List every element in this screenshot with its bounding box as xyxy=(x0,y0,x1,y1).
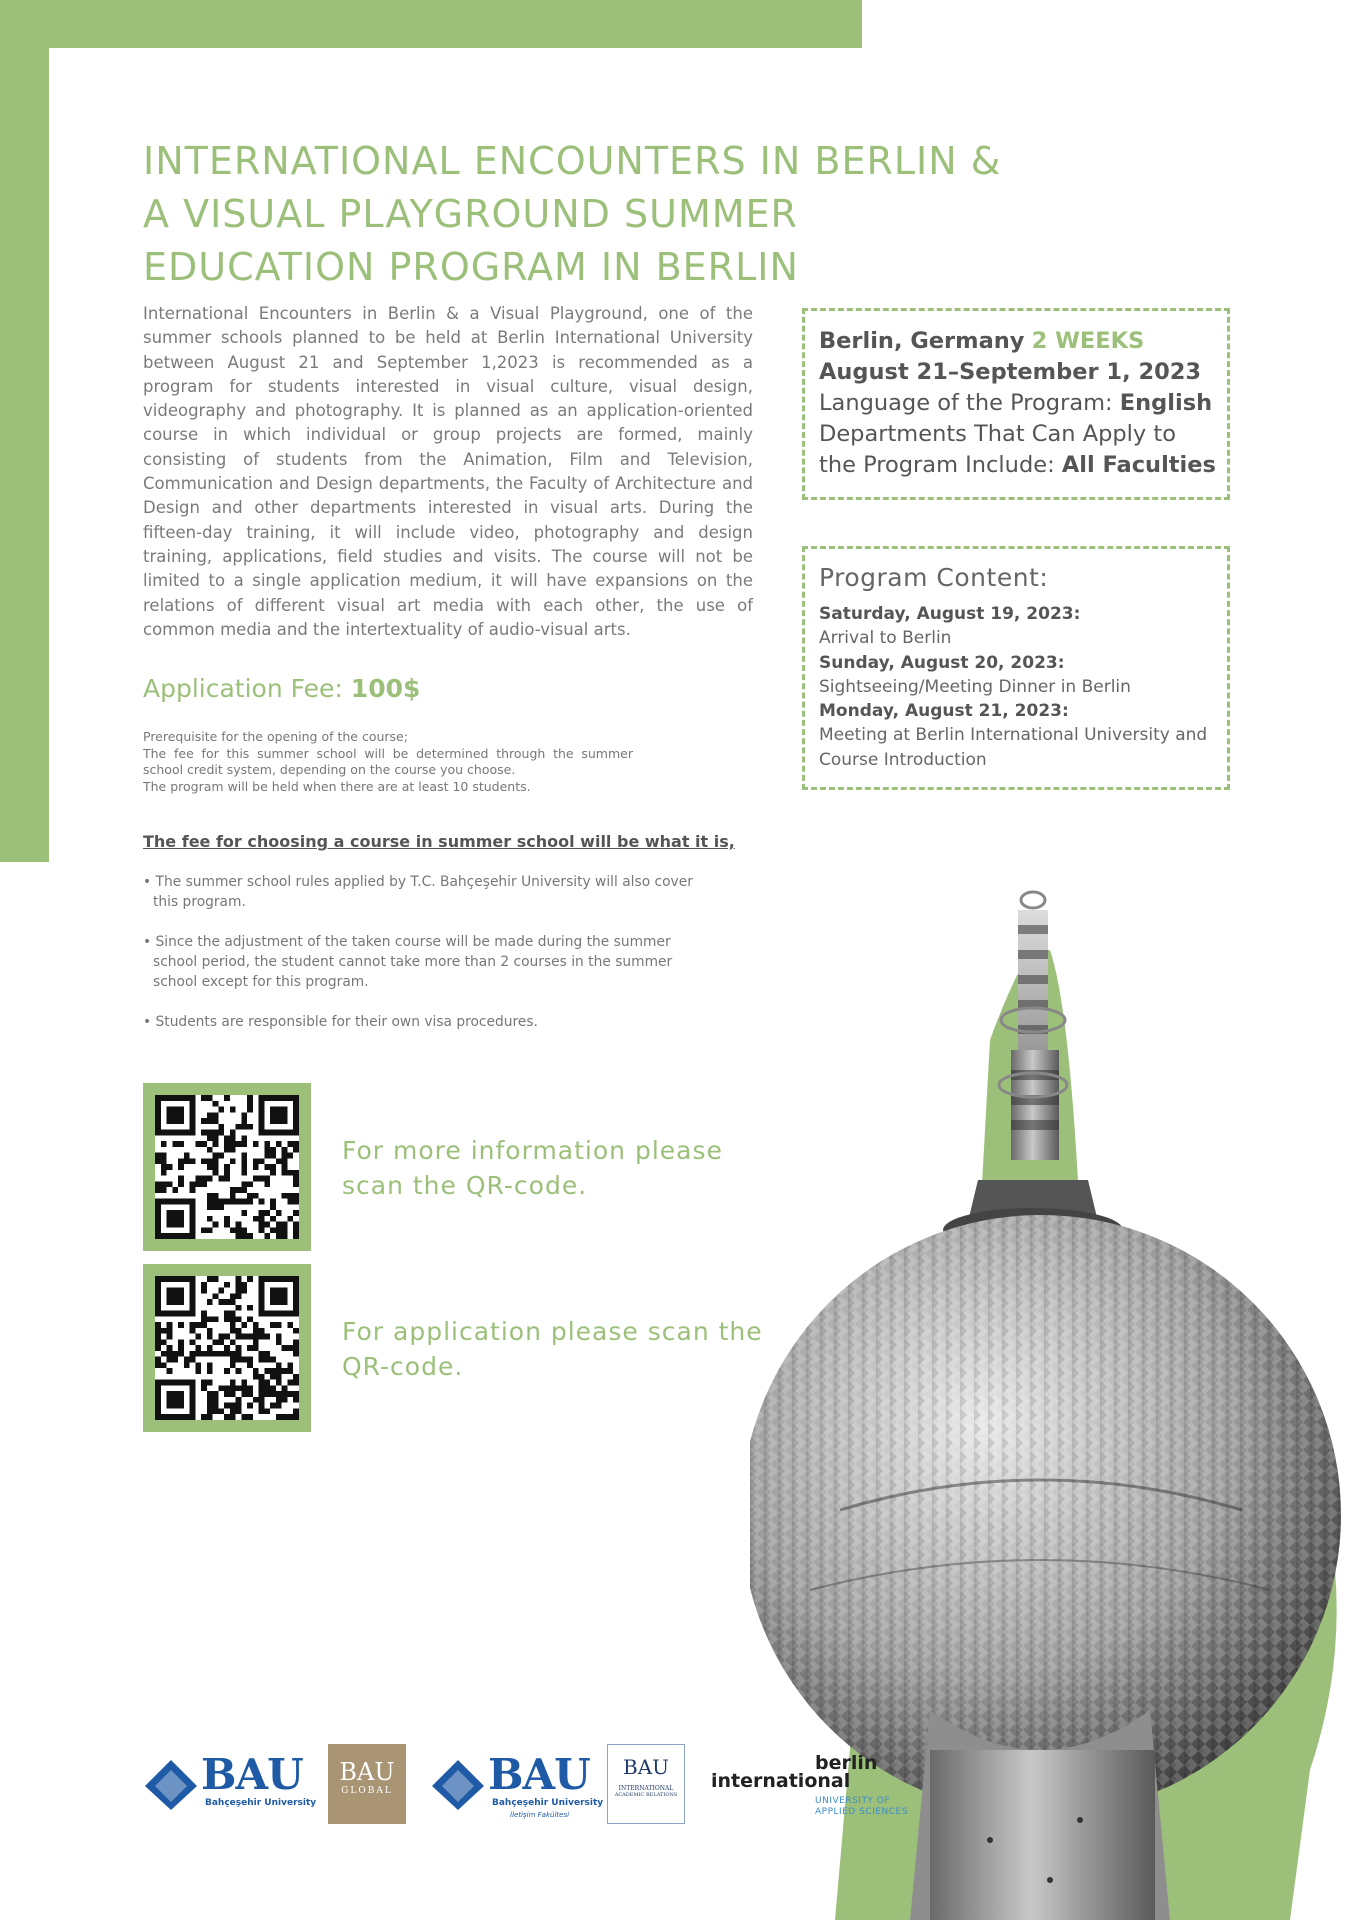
title-line-3: EDUCATION PROGRAM IN BERLIN xyxy=(143,245,799,289)
program-content-box xyxy=(802,546,1230,790)
title-line-1: INTERNATIONAL ENCOUNTERS IN BERLIN & xyxy=(143,139,1002,183)
rule-item: • The summer school rules applied by T.C. Bahçeşehir University will also cover this program. xyxy=(143,874,693,910)
info-qr-caption: For more information please scan the QR-code. xyxy=(342,1136,723,1200)
dates-line xyxy=(819,357,1213,388)
qr-code-icon xyxy=(155,1095,299,1239)
bau-emblem-icon xyxy=(430,1756,486,1812)
prerequisite-notes xyxy=(143,729,633,795)
bau-global-wordmark: BAU xyxy=(339,1758,395,1786)
program-date: Monday, August 21, 2023: xyxy=(819,701,1069,722)
rule-item: • Students are responsible for their own visa procedures. xyxy=(143,1014,538,1030)
dates: August 21–September 1, 2023 xyxy=(819,359,1202,385)
bau-subtitle: Bahçeşehir University xyxy=(492,1798,604,1808)
program-activity: Sightseeing/Meeting Dinner in Berlin xyxy=(819,676,1131,697)
bau-wordmark: BAU xyxy=(488,1750,590,1799)
location: Berlin, Germany xyxy=(819,328,1025,354)
berlin-subtitle-1: UNIVERSITY OF xyxy=(815,1796,891,1806)
intro-paragraph: International Encounters in Berlin & a Visual Playground, one of the summer schools planned to be held at Berlin International University between August 21 and September 1,2023 is recommended as a program for students interested in visual culture, visual design, videography and photography. It is planned as an application-oriented course in which individual or group projects are formed, mainly consisting of students from the Animation, Film and Television, Communication and Design departments, the Faculty of Architecture and Design and other departments interested in visual arts. During the fifteen-day training, it will include video, photography and design training, applications, field studies and visits. The course will not be limited to a single application medium, it will have expansions on the relations of different visual art media with each other, the use of common media and the intertextuality of audio-visual arts. xyxy=(143,304,753,639)
prerequisite-line: Prerequisite for the opening of the course; xyxy=(143,729,408,744)
left-accent-bar xyxy=(0,0,49,862)
berlin-subtitle-2: APPLIED SCIENCES xyxy=(815,1807,908,1817)
departments-line-1: Departments That Can Apply to xyxy=(819,421,1176,447)
bau-international-logo xyxy=(607,1744,685,1824)
bau-faculty: İletişim Fakültesi xyxy=(510,1811,570,1819)
international-wordmark: international xyxy=(711,1770,851,1792)
departments-label: the Program Include: xyxy=(819,452,1055,478)
departments: All Faculties xyxy=(1061,452,1216,478)
bau-subtitle: Bahçeşehir University xyxy=(205,1798,317,1808)
bau-emblem-icon xyxy=(143,1756,199,1812)
rules-heading: The fee for choosing a course in summer school will be what it is, xyxy=(143,832,735,851)
language-label: Language of the Program: xyxy=(819,390,1113,416)
application-fee xyxy=(143,674,420,703)
program-info-box xyxy=(802,308,1230,500)
fee-label: Application Fee: xyxy=(143,674,343,703)
program-activity: Arrival to Berlin xyxy=(819,628,952,649)
info-qr-code[interactable] xyxy=(143,1083,311,1251)
prerequisite-line: The fee for this summer school will be determined through the summer school credit system, depending on the course you choose. xyxy=(143,745,633,777)
rule-item: • Since the adjustment of the taken course will be made during the summer school period, the student cannot take more than 2 courses in the summer school except for this program. xyxy=(143,934,673,990)
program-activity: Meeting at Berlin International University and Course Introduction xyxy=(819,725,1208,770)
language: English xyxy=(1119,390,1213,416)
bau-global-subtitle: GLOBAL xyxy=(341,1786,393,1796)
berlin-international-logo xyxy=(711,1752,921,1826)
top-accent-bar xyxy=(0,0,862,48)
program-content-title: Program Content: xyxy=(819,563,1049,592)
language-line xyxy=(819,388,1213,419)
page-title xyxy=(143,135,1293,294)
bau-global-logo xyxy=(328,1744,406,1824)
bau-iar-subtitle: INTERNATIONAL xyxy=(618,1785,674,1792)
bau-wordmark: BAU xyxy=(201,1750,303,1799)
bau-iar-subtitle: ACADEMIC RELATIONS xyxy=(614,1792,678,1798)
partner-logos xyxy=(143,1744,943,1834)
title-line-2: A VISUAL PLAYGROUND SUMMER xyxy=(143,192,798,236)
application-qr-code[interactable] xyxy=(143,1264,311,1432)
program-date: Sunday, August 20, 2023: xyxy=(819,652,1065,673)
qr-code-icon xyxy=(155,1276,299,1420)
program-date: Saturday, August 19, 2023: xyxy=(819,604,1081,624)
duration: 2 WEEKS xyxy=(1031,328,1145,354)
application-qr-caption: For application please scan the QR-code. xyxy=(342,1317,763,1381)
prerequisite-line: The program will be held when there are at least 10 students. xyxy=(143,778,531,794)
rules-list xyxy=(143,872,703,1052)
bau-iar-wordmark: BAU xyxy=(623,1755,669,1779)
departments-line-2 xyxy=(819,450,1216,481)
location-line xyxy=(819,326,1213,357)
berlin-wordmark: berlin xyxy=(815,1752,878,1774)
fee-amount: 100$ xyxy=(350,674,421,703)
